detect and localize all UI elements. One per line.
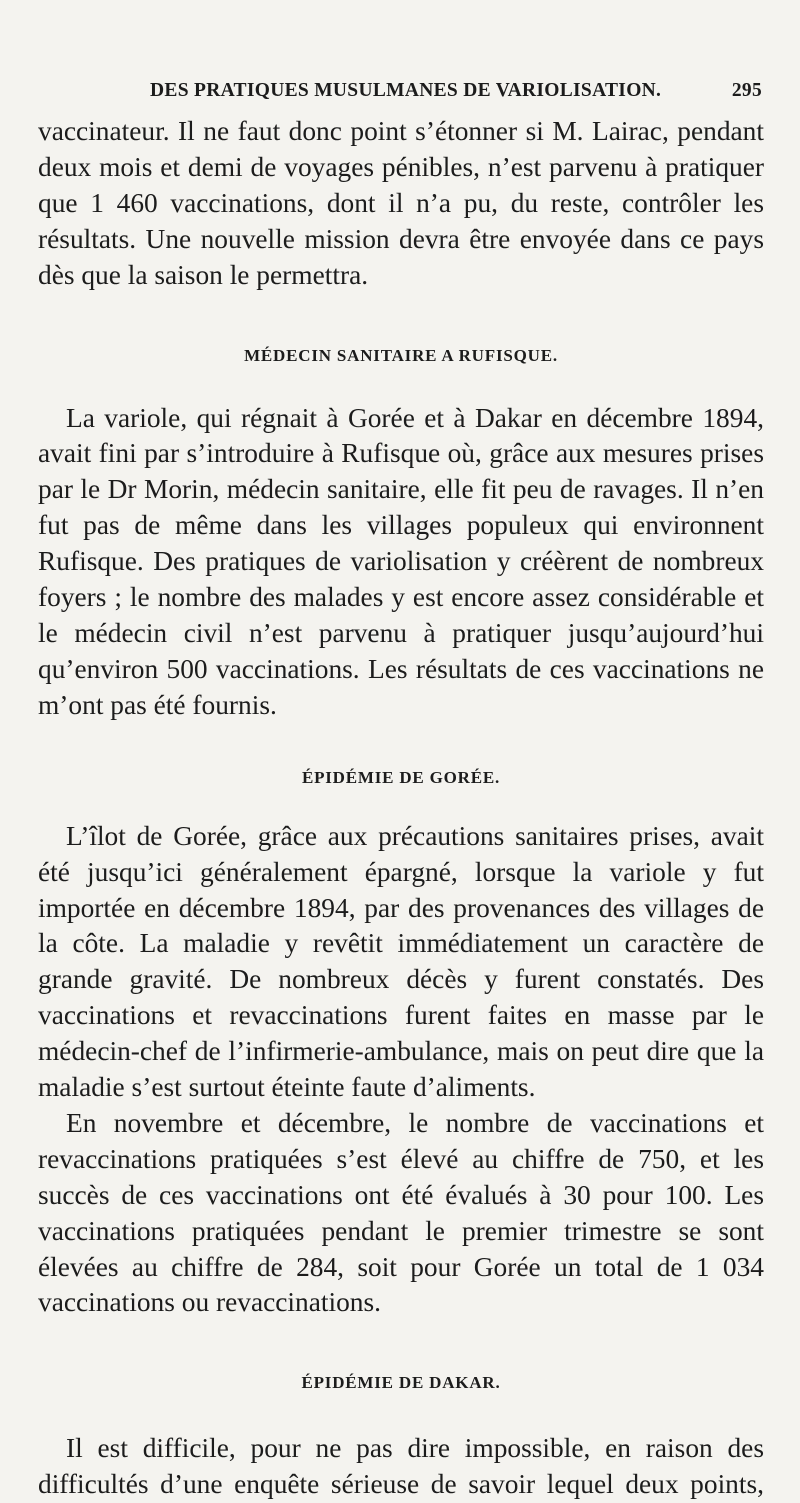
section-heading-dakar: ÉPIDÉMIE DE DAKAR. — [301, 1373, 501, 1393]
paragraph-rufisque: La variole, qui régnait à Gorée et à Dakar en décembre 1894, avait fini par s’introduire à Rufisque où, grâce aux mesures prises par le Dr Morin, médecin sanitaire, elle fit peu de ravages. Il n’en fut pas de même dans les villages populeux qui environnent Rufisque. Des pratiques de variolisation y créèrent de nombreux foyers ; le nombre des malades y est encore assez considérable et le médecin civil n’est parvenu à pratiquer jusqu’aujourd’hui qu’environ 500 vaccinations. Les résultats de ces vaccinations ne m’ont pas été fournis. — [38, 402, 764, 720]
section-heading-goree: ÉPIDÉMIE DE GORÉE. — [301, 767, 501, 787]
running-head — [38, 72, 764, 106]
section-heading-rufisque: MÉDECIN SANITAIRE A RUFISQUE. — [244, 345, 558, 365]
page-number: 295 — [731, 80, 762, 101]
paragraph-goree-2: En novembre et décembre, le nombre de vaccinations et revaccinations pratiquées s’est élevé au chiffre de 750, et les succès de ces vaccinations ont été évalués à 30 pour 100. Les vaccinations pratiquées pendant le premier trimestre se sont élevées au chiffre de 284, soit pour Gorée un total de 1 034 vaccinations ou revaccinations. — [38, 1107, 764, 1318]
paragraph-dakar: Il est difficile, pour ne pas dire impossible, en raison des difficultés d’une enquête sérieuse de savoir lequel deux points, — [38, 1433, 764, 1500]
running-head-title: DES PRATIQUES MUSULMANES DE VARIOLISATION. — [150, 80, 662, 101]
paragraph-vaccinateur: vaccinateur. Il ne faut donc point s’étonner si M. Lairac, pendant deux mois et demi de voyages pénibles, n’est parvenu à pratiquer que 1 460 vaccinations, dont il n’a pu, du reste, contrôler les résultats. Une nouvelle mission devra être envoyée dans ce pays dès que la saison le permettra. — [38, 116, 764, 290]
paragraph-goree-1: L’îlot de Gorée, grâce aux précautions sanitaires prises, avait été jusqu’ici généralement épargné, lorsque la variole y fut importée en décembre 1894, par des provenances des villages de la côte. La maladie y revêtit immédiatement un caractère de grande gravité. De nombreux décès y furent constatés. Des vaccinations et revaccinations furent faites en masse par le médecin-chef de l’infirmerie-ambulance, mais on peut dire que la maladie s’est surtout éteinte faute d’aliments. — [38, 820, 764, 1103]
